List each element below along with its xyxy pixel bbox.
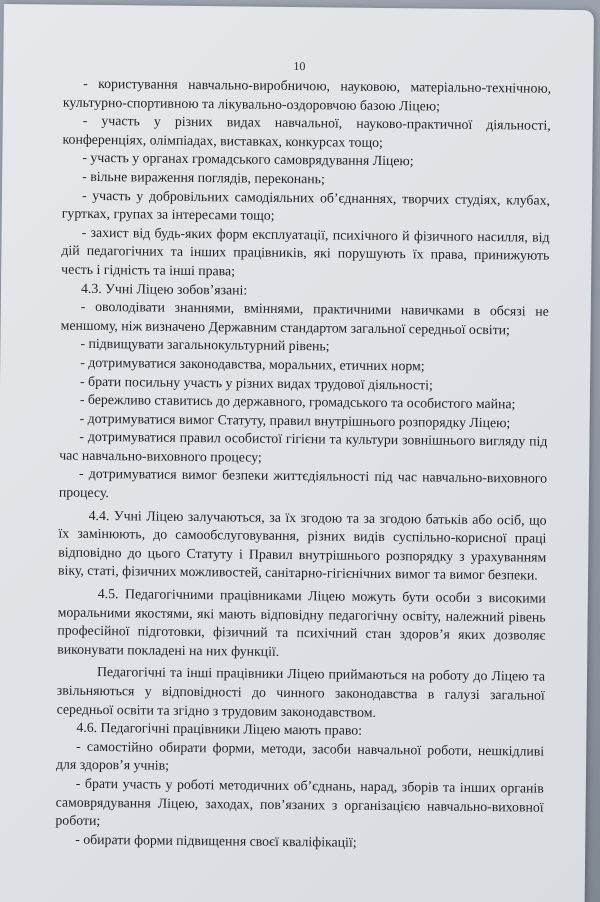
- paper-sheet: [0, 4, 594, 902]
- paragraph-teacher-methods: - самостійно обирати форми, методи, засоби навчальної роботи, нешкідливі для здоров’я учнів;: [55, 738, 545, 774]
- section-4-4: 4.4. Учні Ліцею залучаються, за їх згодою та за згодою батьків або осіб, що їх замінюють, до самообслуговування, різних видів суспільно-корисної праці відповідно до цього Статуту і Правил внутрішнього розпорядку з урахуванням віку, статі, фізичних можливостей, санітарно-гігієнічних вимог та вимог безпеки.: [57, 507, 547, 584]
- section-4-5: 4.5. Педагогічними працівниками Ліцею можуть бути особи з високими моральними якостями, які мають відповідну педагогічну освіту, належний рівень професійної підготовки, фізичний та психічний стан здоров’я яких дозволяє виконувати покладені на них функції.: [57, 586, 546, 659]
- paragraph-duty-statute: - дотримуватися вимог Статуту, правил внутрішнього розпорядку Ліцею;: [79, 410, 511, 431]
- paragraph-teacher-qualification: - обирати форми підвищення своєї кваліфікації;: [75, 831, 357, 850]
- paragraph-duty-safety: - дотримуватися вимог безпеки життєдіяльності під час навчально-виховного процесу.: [58, 466, 548, 501]
- paragraph-duty-knowledge: - оволодівати знаннями, вміннями, практичними навичками в обсязі не меншому, ніж визначено Державним стандартом загальної середньої освіти;: [60, 298, 549, 338]
- paragraph-rights-expression: - вільне вираження поглядів, переконань;: [82, 168, 325, 187]
- paragraph-rights-facilities: - користування навчально-виробничою, науковою, матеріально-технічною, культурно-спортивною та лікувально-оздоровчою базою Ліцею;: [62, 75, 552, 114]
- paragraph-rights-self-government: - участь у органах громадського самоврядування Ліцею;: [82, 150, 414, 169]
- document-body: [55, 75, 551, 854]
- paragraph-rights-protection: - захист від будь-яких форм експлуатації, психічного й фізичного насилля, від дій педагогічних та інших працівників, які порушують їх права, принижують честь і гідність та інші права;: [61, 224, 550, 279]
- paragraph-duty-hygiene: - дотримуватися правил особистої гігієни та культури зовнішнього вигляду під час навчально-виховного процесу;: [59, 429, 548, 465]
- paragraph-duty-culture: - підвищувати загальнокультурний рівень;: [80, 336, 330, 354]
- paragraph-duty-law: - дотримуватися законодавства, моральних, етичних норм;: [80, 354, 425, 374]
- page-number: 10: [293, 59, 306, 74]
- paragraph-rights-activities: - участь у різних видах навчальної, науково-практичної діяльності, конференціях, олімпіадах, виставках, конкурсах тощо;: [62, 113, 551, 150]
- paragraph-duty-property: - бережливо ставитись до державного, громадського та особистого майна;: [79, 391, 516, 412]
- section-heading-4-6: 4.6. Педагогічні працівники Ліцею мають право:: [76, 719, 363, 738]
- section-heading-4-3: 4.3. Учні Ліцею зобов’язані:: [80, 280, 248, 298]
- paragraph-staff-hiring: Педагогічні та інші працівники Ліцею приймаються на роботу до Ліцею та звільняються у відповідності до чинного законодавства в галузі загальної середньої освіти та згідно з трудовим законодавством.: [56, 664, 546, 720]
- paragraph-teacher-participation: - брати участь у роботі методичних об’єднань, нарад, зборів та інших органів самоврядування Ліцею, заходах, пов’язаних з організацією навчально-виховної роботи;: [55, 775, 544, 829]
- paragraph-rights-associations: - участь у добровільних самодіяльних об’єднаннях, творчих студіях, клубах, гуртках, групах за інтересами тощо;: [61, 187, 551, 223]
- paragraph-duty-labour: - брати посильну участь у різних видах трудової діяльності;: [79, 373, 433, 393]
